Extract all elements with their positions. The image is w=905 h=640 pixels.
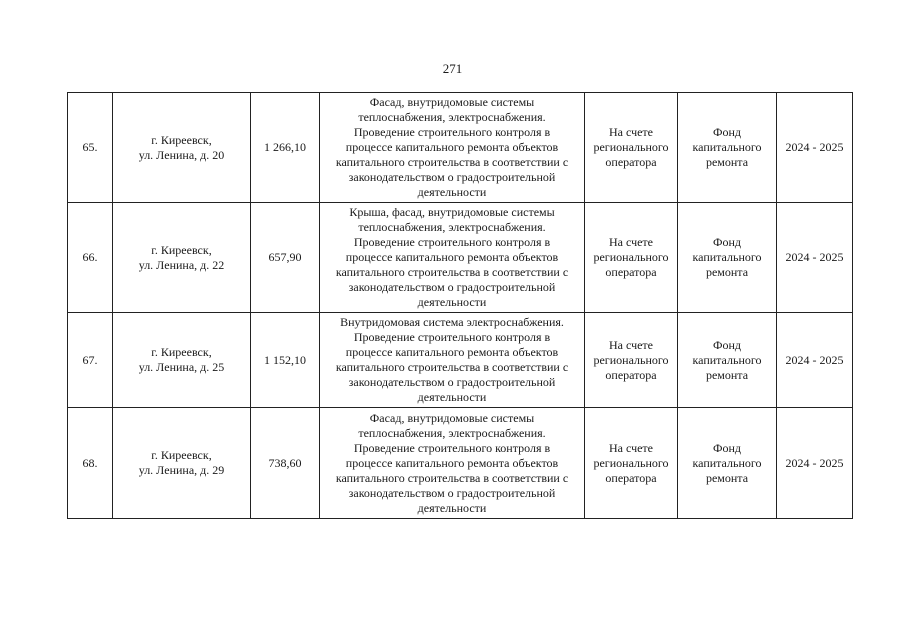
address-city: г. Киреевск, bbox=[151, 242, 212, 257]
account-line: На счете bbox=[608, 440, 653, 455]
address-cell bbox=[113, 408, 251, 519]
area-cell bbox=[251, 93, 320, 203]
funding-source-line: капитального bbox=[692, 250, 762, 264]
funding-source-cell bbox=[678, 203, 777, 313]
table-row bbox=[68, 203, 853, 313]
funding-source-line: Фонд bbox=[712, 125, 741, 139]
row-number-cell bbox=[68, 93, 113, 203]
row-number: 66. bbox=[82, 250, 98, 264]
work-description-line: процессе капитального ремонта объектов bbox=[345, 250, 559, 264]
work-description-line: процессе капитального ремонта объектов bbox=[345, 455, 559, 470]
work-description-line: Фасад, внутридомовые системы bbox=[369, 95, 535, 109]
address-street: ул. Ленина, д. 22 bbox=[138, 257, 225, 272]
account-line: На счете bbox=[608, 125, 653, 139]
work-description-line: деятельности bbox=[417, 390, 487, 404]
work-description-line: теплоснабжения, электроснабжения. bbox=[358, 425, 546, 440]
work-description-line: процессе капитального ремонта объектов bbox=[345, 345, 559, 359]
period-value: 2024 - 2025 bbox=[785, 455, 844, 470]
work-description-line: Проведение строительного контроля в bbox=[353, 235, 551, 249]
work-description-line: законодательством о градостроительной bbox=[348, 485, 556, 500]
work-description-cell bbox=[320, 203, 585, 313]
work-description-line: деятельности bbox=[417, 185, 487, 199]
period-cell bbox=[777, 313, 853, 408]
work-description-line: деятельности bbox=[417, 500, 487, 515]
funding-source-line: капитального bbox=[692, 352, 762, 367]
funding-source-line: капитального bbox=[692, 140, 762, 154]
address-city: г. Киреевск, bbox=[151, 132, 212, 147]
area-value: 1 266,10 bbox=[264, 140, 306, 154]
address-street: ул. Ленина, д. 29 bbox=[138, 463, 225, 477]
funding-source-cell bbox=[678, 93, 777, 203]
account-line: регионального bbox=[593, 455, 669, 470]
account-line: оператора bbox=[605, 265, 657, 279]
funding-source-line: Фонд bbox=[712, 235, 741, 249]
work-description-line: теплоснабжения, электроснабжения. bbox=[358, 110, 546, 124]
funding-source-line: ремонта bbox=[705, 155, 749, 169]
row-number-cell bbox=[68, 313, 113, 408]
account-line: На счете bbox=[608, 235, 653, 249]
work-description-line: Проведение строительного контроля в bbox=[353, 125, 551, 139]
address-cell bbox=[113, 313, 251, 408]
address-street: ул. Ленина, д. 25 bbox=[138, 360, 225, 374]
row-number: 68. bbox=[82, 455, 98, 470]
address-cell bbox=[113, 203, 251, 313]
row-number-cell bbox=[68, 408, 113, 519]
period-value: 2024 - 2025 bbox=[785, 250, 844, 264]
work-description-line: Крыша, фасад, внутридомовые системы bbox=[349, 205, 555, 219]
account-line: оператора bbox=[605, 470, 657, 485]
address-city: г. Киреевск, bbox=[151, 345, 212, 359]
table-row bbox=[68, 93, 853, 203]
work-description-line: Внутридомовая система электроснабжения. bbox=[340, 315, 564, 329]
funding-source-line: ремонта bbox=[705, 367, 749, 382]
work-description-line: законодательством о градостроительной bbox=[348, 280, 556, 294]
work-description-line: деятельности bbox=[417, 295, 487, 309]
account-line: регионального bbox=[593, 250, 669, 264]
work-description-line: процессе капитального ремонта объектов bbox=[345, 140, 559, 154]
account-line: регионального bbox=[593, 352, 669, 367]
account-cell bbox=[585, 93, 678, 203]
account-line: На счете bbox=[608, 337, 653, 352]
table-body bbox=[68, 93, 853, 519]
funding-source-line: капитального bbox=[692, 455, 762, 470]
work-description-line: теплоснабжения, электроснабжения. bbox=[358, 220, 546, 234]
funding-source-line: ремонта bbox=[705, 470, 749, 485]
area-cell bbox=[251, 203, 320, 313]
area-value: 738,60 bbox=[268, 455, 302, 470]
funding-source-line: ремонта bbox=[705, 265, 749, 279]
work-description-line: капитального строительства в соответствии с bbox=[335, 360, 569, 374]
account-cell bbox=[585, 313, 678, 408]
work-description-line: Фасад, внутридомовые системы bbox=[369, 410, 535, 425]
account-line: регионального bbox=[593, 140, 669, 154]
work-description-line: законодательством о градостроительной bbox=[348, 170, 556, 184]
page-number: 271 bbox=[442, 61, 463, 76]
work-description-line: капитального строительства в соответствии с bbox=[335, 470, 569, 485]
work-description-cell bbox=[320, 408, 585, 519]
row-number-cell bbox=[68, 203, 113, 313]
period-cell bbox=[777, 93, 853, 203]
funding-source-line: Фонд bbox=[712, 337, 741, 352]
work-description-line: Проведение строительного контроля в bbox=[353, 440, 551, 455]
work-description-cell bbox=[320, 93, 585, 203]
table-row bbox=[68, 313, 853, 408]
area-value: 1 152,10 bbox=[264, 352, 306, 367]
period-cell bbox=[777, 408, 853, 519]
address-city: г. Киреевск, bbox=[151, 448, 212, 462]
funding-source-cell bbox=[678, 313, 777, 408]
account-line: оператора bbox=[605, 367, 657, 382]
capital-repair-table bbox=[67, 92, 853, 519]
row-number: 67. bbox=[82, 352, 98, 367]
account-cell bbox=[585, 203, 678, 313]
address-street: ул. Ленина, д. 20 bbox=[138, 147, 225, 162]
row-number: 65. bbox=[82, 140, 98, 154]
funding-source-cell bbox=[678, 408, 777, 519]
work-description-line: капитального строительства в соответствии с bbox=[335, 155, 569, 169]
account-cell bbox=[585, 408, 678, 519]
work-description-cell bbox=[320, 313, 585, 408]
work-description-line: капитального строительства в соответствии с bbox=[335, 265, 569, 279]
address-cell bbox=[113, 93, 251, 203]
period-value: 2024 - 2025 bbox=[785, 140, 844, 154]
funding-source-line: Фонд bbox=[712, 440, 741, 455]
period-cell bbox=[777, 203, 853, 313]
table-row bbox=[68, 408, 853, 519]
work-description-line: Проведение строительного контроля в bbox=[353, 330, 551, 344]
area-cell bbox=[251, 408, 320, 519]
work-description-line: законодательством о градостроительной bbox=[348, 375, 556, 389]
period-value: 2024 - 2025 bbox=[785, 352, 844, 367]
area-cell bbox=[251, 313, 320, 408]
area-value: 657,90 bbox=[268, 250, 302, 264]
account-line: оператора bbox=[605, 155, 657, 169]
